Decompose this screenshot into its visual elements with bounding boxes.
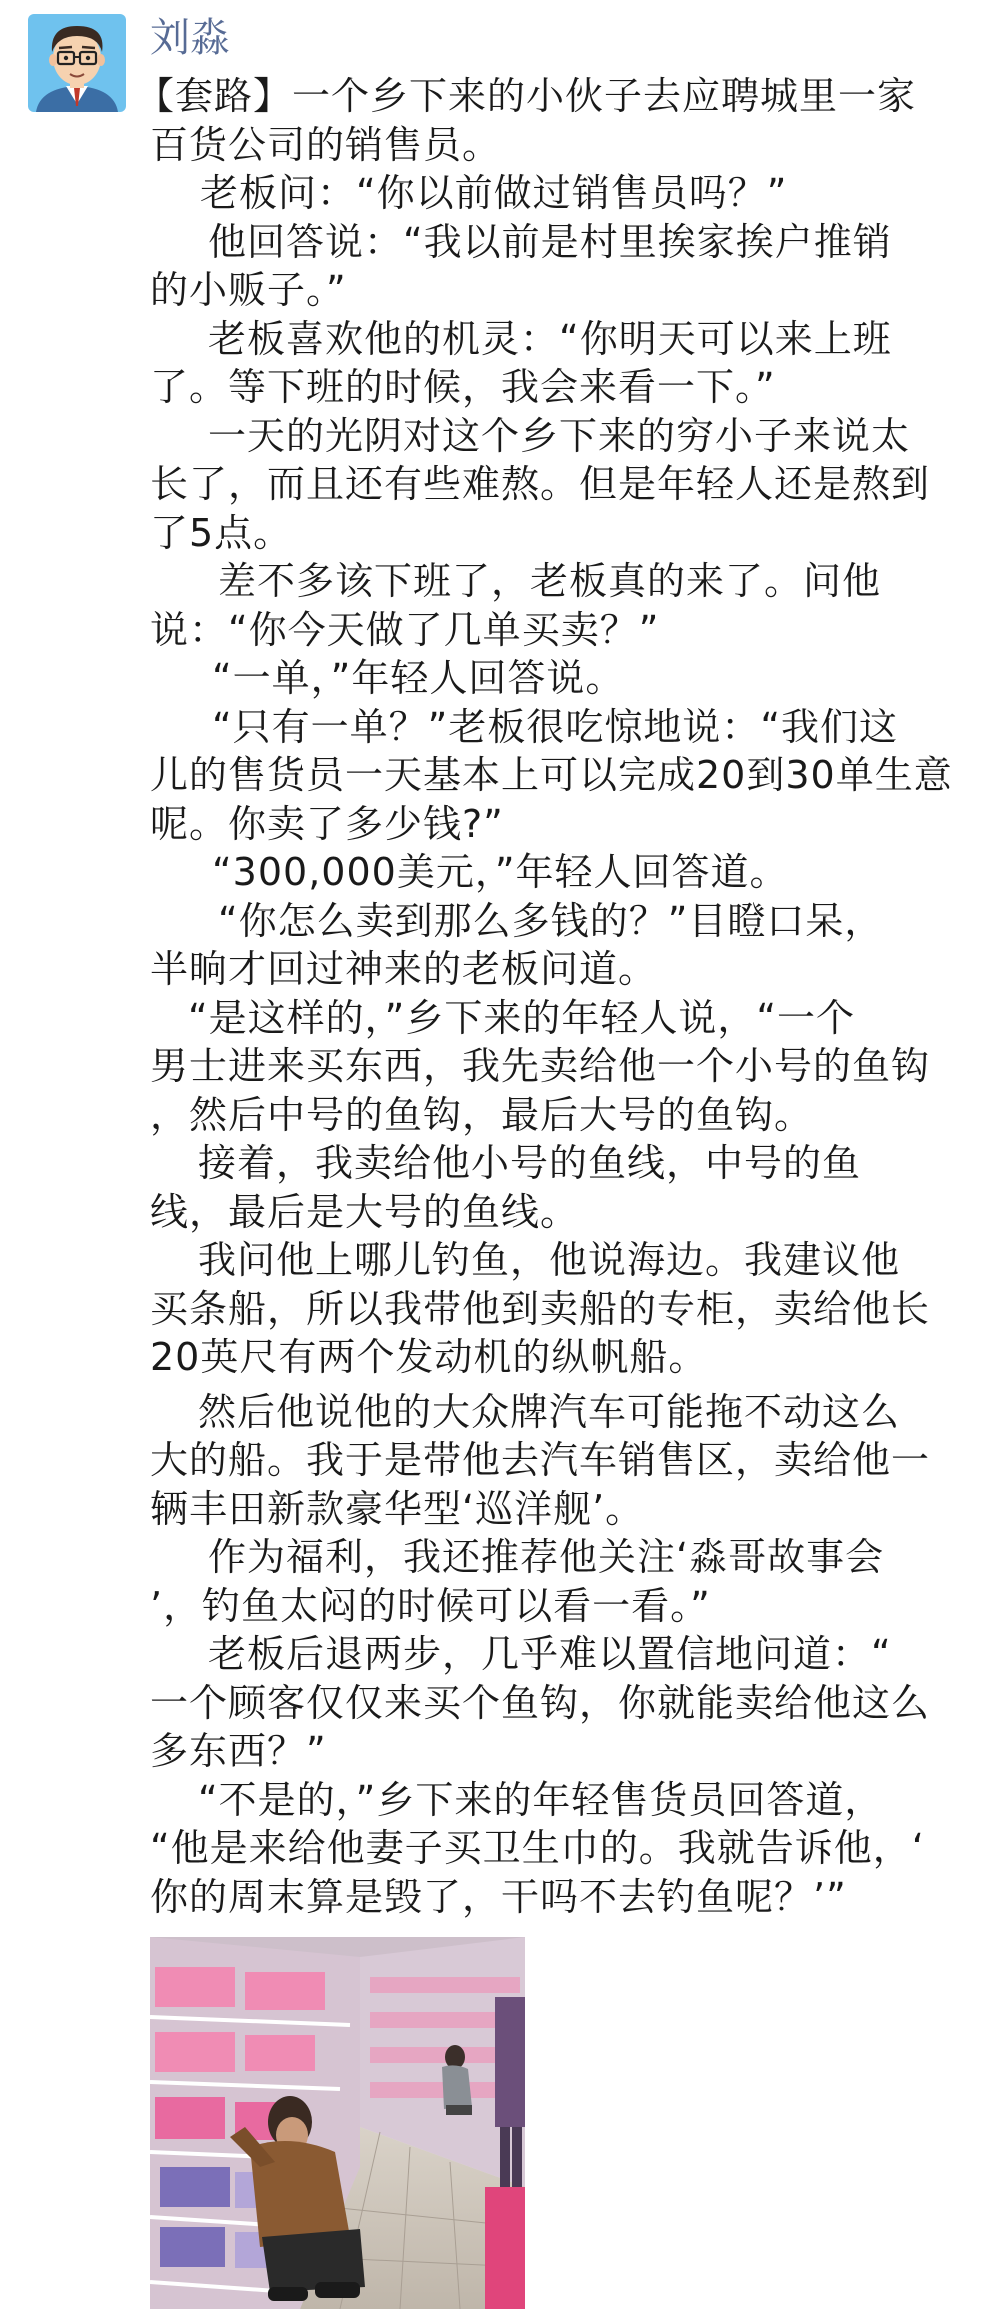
post-line: 长了，而且还有些难熬。但是年轻人还是熬到 (150, 462, 931, 506)
post-line: “一单，”年轻人回答说。 (212, 656, 625, 700)
post-line: 线，最后是大号的鱼线。 (150, 1189, 580, 1234)
author-avatar[interactable] (28, 14, 126, 112)
post-line: 你的周末算是毁了，干吗不去钓鱼呢？’” (150, 1874, 847, 1919)
post-line: 辆丰田新款豪华型‘巡洋舰’。 (150, 1486, 645, 1531)
post-line: 的小贩子。” (150, 268, 347, 312)
post-line: 老板问：“你以前做过销售员吗？” (200, 171, 788, 215)
post-line: 百货公司的销售员。 (150, 122, 502, 167)
post-line: 20英尺有两个发动机的纵帆船。 (150, 1335, 708, 1379)
post-line: ’，钓鱼太闷的时候可以看一看。” (150, 1583, 711, 1628)
post-line: 老板后退两步，几乎难以置信地问道：“ (208, 1632, 892, 1676)
post-line: 我问他上哪儿钓鱼，他说海边。我建议他 (198, 1238, 901, 1282)
post-line: 大的船。我于是带他去汽车销售区，卖给他一 (150, 1438, 931, 1482)
post-line: 买条船，所以我带他到卖船的专柜，卖给他长 (150, 1286, 931, 1331)
post-line: “他是来给他妻子买卫生巾的。我就告诉他，‘ (150, 1826, 925, 1870)
post-line: “你怎么卖到那么多钱的？”目瞪口呆， (218, 898, 884, 943)
post-line: 接着，我卖给他小号的鱼线，中号的鱼 (198, 1141, 862, 1185)
post-line: 然后他说他的大众牌汽车可能拖不动这么 (198, 1389, 901, 1434)
post-line: 儿的售货员一天基本上可以完成20到30单生意 (150, 753, 953, 797)
post-line: 了。等下班的时候，我会来看一下。” (150, 365, 776, 409)
post-line: 男士进来买东西，我先卖给他一个小号的鱼钩 (150, 1044, 931, 1088)
supermarket-aisle-photo-icon (150, 1937, 525, 2309)
cartoon-man-avatar-icon (28, 14, 126, 112)
post-line: 呢。你卖了多少钱?” (150, 801, 504, 846)
post-line: “是这样的，”乡下来的年轻人说，“一个 (188, 995, 856, 1040)
post-line: 老板喜欢他的机灵：“你明天可以来上班 (208, 316, 892, 361)
post-line: 了5点。 (150, 510, 293, 555)
post-line: 他回答说：“我以前是村里挨家挨户推销 (208, 219, 892, 264)
post-line: 差不多该下班了，老板真的来了。问他 (218, 559, 882, 603)
post-line: “不是的，”乡下来的年轻售货员回答道， (198, 1777, 884, 1822)
post-line: 【套路】一个乡下来的小伙子去应聘城里一家 (136, 74, 917, 118)
post-line: 一个顾客仅仅来买个鱼钩，你就能卖给他这么 (150, 1680, 931, 1725)
post-text (136, 72, 980, 1921)
post-line: 说：“你今天做了几单买卖？” (150, 607, 660, 652)
post-line: “只有一单？”老板很吃惊地说：“我们这 (212, 704, 899, 749)
author-name[interactable]: 刘淼 (150, 15, 230, 61)
post-line: 一天的光阴对这个乡下来的穷小子来说太 (208, 413, 911, 458)
post-line: 多东西？” (150, 1729, 327, 1773)
post-line: 作为福利，我还推荐他关注‘淼哥故事会 (208, 1535, 885, 1579)
post-line: 半晌才回过神来的老板问道。 (150, 947, 658, 991)
post-line: ，然后中号的鱼钩，最后大号的鱼钩。 (150, 1092, 814, 1137)
post-photo[interactable] (150, 1937, 525, 2309)
post-line: “300,000美元，”年轻人回答道。 (212, 850, 789, 894)
